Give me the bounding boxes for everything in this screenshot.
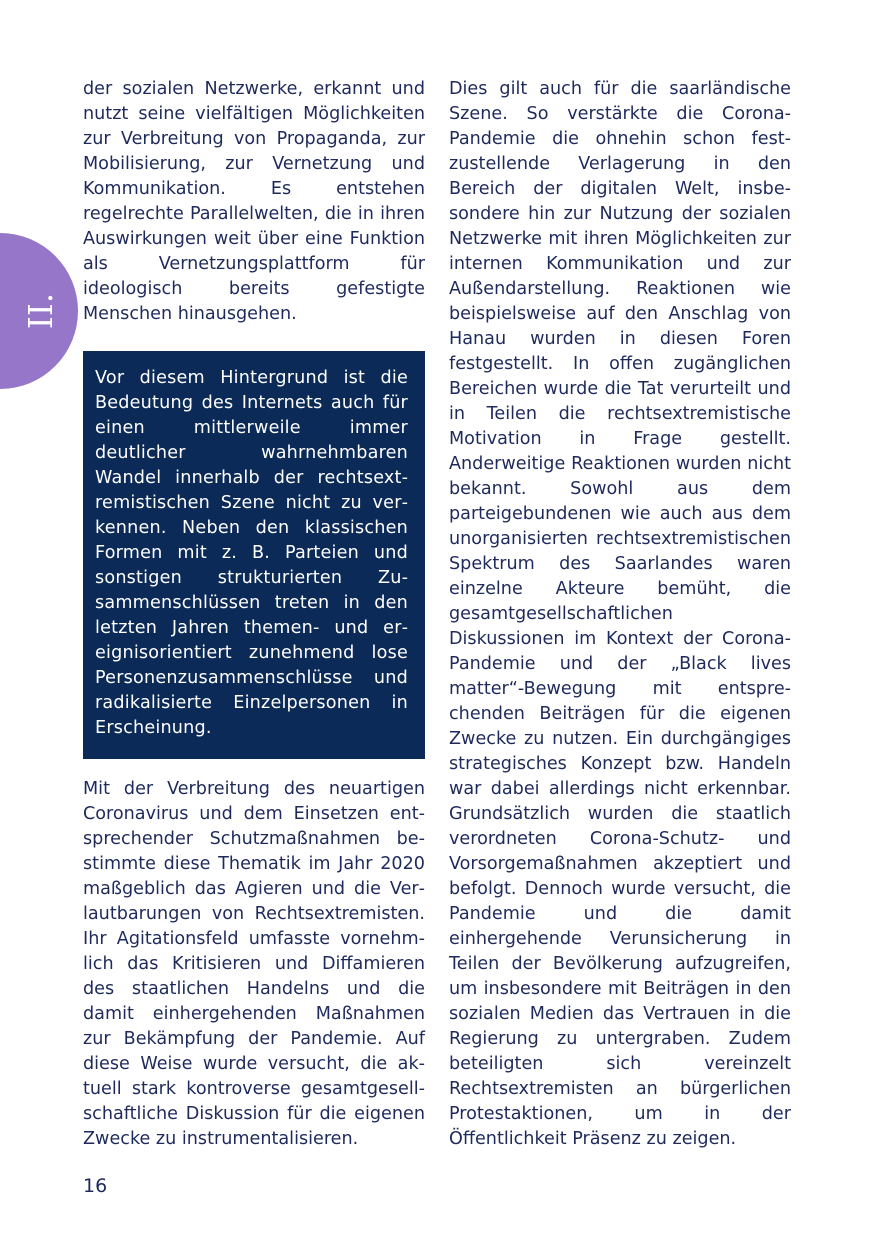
chapter-label: II.	[21, 292, 60, 330]
page-number: 16	[83, 1175, 108, 1197]
highlight-box	[83, 351, 425, 759]
paragraph-corona: Mit der Verbreitung des neuartigen Coronavirus und dem Einsetzen entsprechender Schutzmaßnahmen bestimmte diese Thematik im Jahr 2020 maßgeblich das Agieren und die Verlautbarungen von Rechtsextremisten. Ihr Agitationsfeld umfasste vornehmlich das Kritisieren und Diffamieren des staatlichen Handelns und die damit einhergehenden Maßnahmen zur Bekämpfung der Pandemie. Auf diese Weise wurde versucht, die aktuell stark kontroverse gesamtgesellschaftliche Diskussion für die eigenen Zwecke zu instrumentalisieren.	[83, 779, 425, 1149]
right-column	[449, 77, 791, 1152]
left-column-top	[83, 77, 425, 327]
paragraph-intro: der sozialen Netzwerke, erkannt und nutzt seine vielfältigen Möglichkeiten zur Verbreitung von Propaganda, zur Mobilisierung, zur Vernetzung und Kommunikation. Es entstehen regelrechte Parallelwelten, die in ihren Auswirkungen weit über eine Funktion als Vernetzungsplattform für ideologisch bereits gefestigte Menschen hinausgehen.	[83, 79, 425, 324]
left-column-bottom	[83, 777, 425, 1152]
paragraph-saarland: Dies gilt auch für die saarländische Szene. So verstärkte die Corona-Pandemie die ohnehin schon festzustellende Verlagerung in den Bereich der digitalen Welt, insbesondere hin zur Nutzung der sozialen Netzwerke mit ihren Möglichkeiten zur internen Kommunikation und zur Außendarstellung. Reaktionen wie beispielsweise auf den Anschlag von Hanau wurden in diesen Foren festgestellt. In offen zugänglichen Bereichen wurde die Tat verurteilt und in Teilen die rechtsextremistische Motivation in Frage gestellt. Anderweitige Reaktionen wurden nicht bekannt. Sowohl aus dem parteigebundenen wie auch aus dem unorganisierten rechtsextremistischen Spektrum des Saarlandes waren einzelne Akteure bemüht, die gesamtgesellschaftlichen Diskussionen im Kontext der Corona-Pandemie und der „Black lives matter“-Bewegung mit entsprechenden Beiträgen für die eigenen Zwecke zu nutzen. Ein durchgängiges strategisches Konzept bzw. Handeln war dabei allerdings nicht erkennbar. Grundsätzlich wurden die staatlich verordneten Corona-Schutz- und Vorsorgemaßnahmen akzeptiert und befolgt. Dennoch wurde versucht, die Pandemie und die damit einhergehende Verunsicherung in Teilen der Bevölkerung aufzugreifen, um insbesondere mit Beiträgen in den sozialen Medien das Vertrauen in die Regierung zu untergraben. Zudem beteiligten sich vereinzelt Rechtsextremisten an bürgerlichen Protestaktionen, um in der Öffentlichkeit Präsenz zu zeigen.	[449, 79, 791, 1149]
highlight-text: Vor diesem Hintergrund ist die Bedeutung des Internets auch für einen mittlerweile immer deutlicher wahrnehmbaren Wandel innerhalb der rechtsextremistischen Szene nicht zu verkennen. Neben den klassischen Formen mit z. B. Parteien und sonstigen strukturierten Zusammenschlüssen treten in den letzten Jahren themen- und ereignisorientiert zunehmend lose Personenzusammenschlüsse und radikalisierte Einzelpersonen in Erscheinung.	[95, 368, 408, 738]
